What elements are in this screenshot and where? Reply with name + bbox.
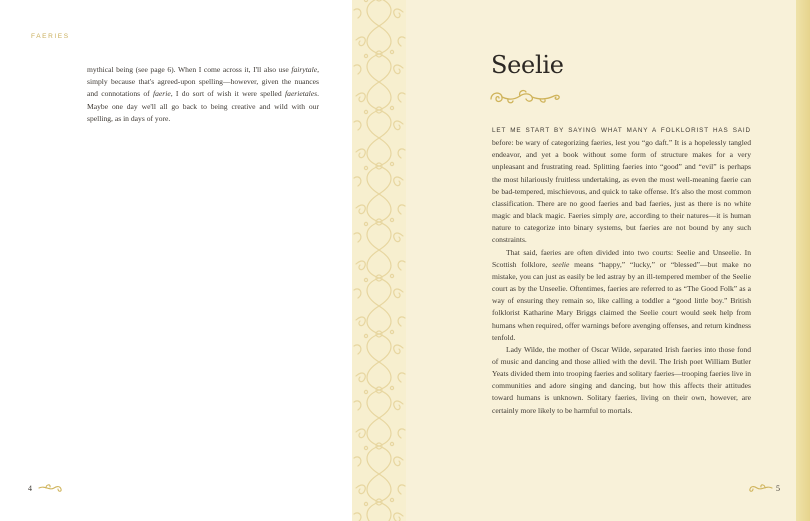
left-paragraph bbox=[87, 64, 319, 125]
text-run: means “happy,” “lucky,” or “blessed”—but make no mistake, you can just as easily be led astray by an ill-tempered member of the Seelie court as by the Unseelie. Oftentimes, faeries are referred to as “The Good Folk” as a way of ensuring they remain so, like calling a toddler a “good little boy.” British folklorist Katharine Mary Briggs claimed the Seelie court would seek help from humans when required, offer warnings before avenging offenses, and return kindness tenfold. bbox=[492, 259, 751, 342]
third-paragraph bbox=[492, 344, 751, 417]
small-swirl-icon bbox=[744, 482, 774, 494]
text-run: , simply because that's agreed-upon spelling—however, given the nuances and connotations of bbox=[87, 65, 319, 99]
text-run: mythical being (see page 6). When I come across it, I'll also use bbox=[87, 65, 292, 74]
small-swirl-icon bbox=[37, 482, 67, 494]
text-run: . Maybe one day we'll all go back to being creative and wild with our spelling, as in days of yore. bbox=[87, 89, 319, 123]
first-paragraph-text bbox=[492, 138, 751, 244]
italic-run: fairytale bbox=[291, 65, 318, 74]
italic-run: are bbox=[615, 211, 626, 221]
page-edge bbox=[796, 0, 810, 521]
italic-run: seelie bbox=[552, 259, 570, 269]
scroll-flourish-icon bbox=[488, 87, 562, 107]
running-head: FAERIES bbox=[31, 33, 70, 40]
italic-run: faerietales bbox=[285, 89, 318, 99]
lace-ornament-border bbox=[352, 0, 407, 521]
text-run: That said, faeries are often divided into two courts: Seelie and Unseelie. In Scottish folklore, bbox=[492, 247, 751, 269]
body-text bbox=[492, 124, 751, 417]
text-run: Lady Wilde, the mother of Oscar Wilde, separated Irish faeries into those fond of music and dancing and those allied with the devil. The Irish poet William Butler Yeats divided them into trooping faeries and solitary faeries—trooping faeries live in communities and adore singing and dancing, but how this affects their attitudes toward humans is unknown. Solitary faeries, living on their own, however, are certainly more likely to be harmful to mortals. bbox=[492, 344, 751, 415]
left-page-text bbox=[87, 64, 319, 125]
text-run: before: be wary of categorizing faeries, lest you “go daft.” It is a hopelessly tangled endeavor, and yet a book without some form of structure makes for a very unpleasant and frustrating read. Splitting faeries into “good” and “evil” is perhaps the most hilariously fruitless undertaking, as even the most well-meaning faerie can be bad-tempered, mischievous, and quick to take offense. It's also the most common classification. There are no good faeries and bad faeries, just as there is no white magic and black magic. Faeries simply bbox=[492, 138, 751, 221]
italic-run: faerie bbox=[153, 89, 171, 99]
text-run: , I do sort of wish it were spelled bbox=[170, 89, 286, 99]
text-run: , according to their natures—it is human nature to categorize into binary systems, but faeries are not bound by any such constraints. bbox=[492, 211, 751, 245]
page-number-right: 5 bbox=[776, 484, 780, 493]
second-paragraph bbox=[492, 247, 751, 344]
lead-in: LET ME START BY SAYING WHAT MANY A FOLKLORIST HAS SAID bbox=[492, 127, 751, 134]
page-number-left: 4 bbox=[28, 484, 32, 493]
first-paragraph bbox=[492, 124, 751, 247]
page-title: Seelie bbox=[491, 51, 564, 79]
